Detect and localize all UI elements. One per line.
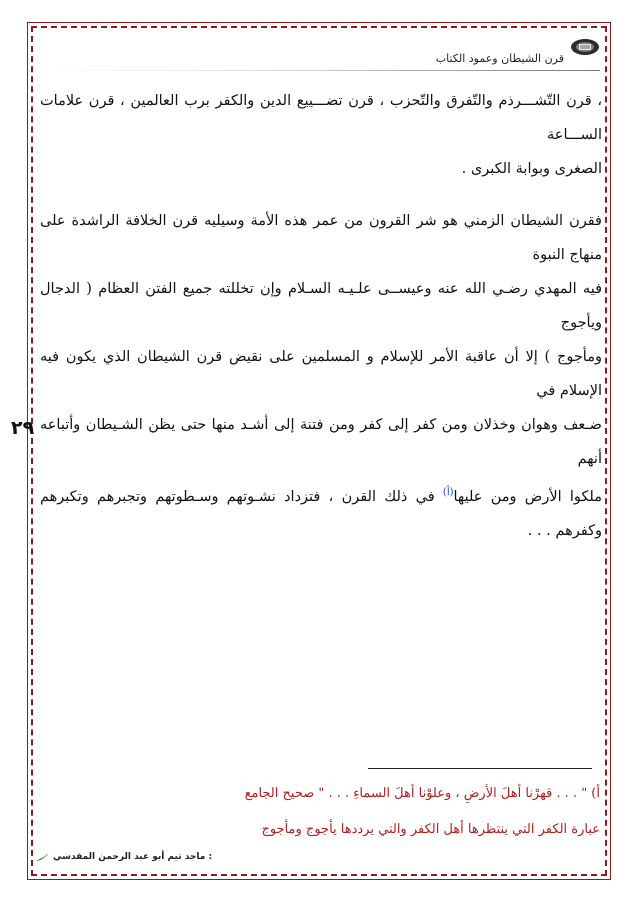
body-line: ضـعف وهوان وخذلان ومن كفر إلى كفر ومن فتنة إلى أشـد منها حتى يظن الشـيطان وأتباعه أنهم xyxy=(40,417,602,467)
body-line: فيه المهدي رضـي الله عنه وعيســى علـيـه السـلام وإن تخللته جميع الفتن العظام ( الدجال ويأجوج xyxy=(40,281,602,331)
header-rule xyxy=(40,70,600,71)
body-text-segment: في ذلك القرن ، فتزداد نشـوتهم وسـطوتهم وتجبرهم وتكبرهم وكفرهم . . . xyxy=(40,488,602,539)
quill-icon xyxy=(36,852,50,862)
book-title: قرن الشيطان وعمود الكتاب xyxy=(435,52,564,65)
footnote-1: أ) " . . . قهرْنا أهلَ الأرضِ ، وعلوْنا أهلَ السماءِ . . . " صحيح الجامع xyxy=(244,786,600,801)
footnote-reference[interactable]: (أ) xyxy=(442,487,454,498)
body-line: ، قرن التّشـــرذم والتّفرق والتّحزب ، قرن تضـــييع الدين والكفر برب العالمين ، قرن علامات الســـاعة xyxy=(40,93,602,143)
footnote-separator xyxy=(368,768,592,769)
author-name: : ماجد تيم أبو عبد الرحمن المقدسي xyxy=(53,852,213,862)
footnote-2: عبارة الكفر التي ينتظرها أهل الكفر والتي يرددها يأجوج ومأجوج xyxy=(261,822,600,837)
body-text-segment: ملكوا الأرض ومن عليها xyxy=(453,488,602,505)
page-body xyxy=(40,84,602,548)
page-number: ٢٩ xyxy=(11,417,35,439)
book-logo-icon xyxy=(570,38,600,56)
body-line-last xyxy=(40,476,602,548)
body-line: ومأجوج ) إلا أن عاقبة الأمر للإسلام و المسلمين على نقيض قرن الشيطان الذي يكون فيه الإسلام في xyxy=(40,349,602,399)
body-line: فقرن الشيطان الزمني هو شر القرون من عمر هذه الأمة وسيليه قرن الخلافة الراشدة على منهاج النبوة xyxy=(40,213,602,263)
page-header xyxy=(40,34,600,74)
body-line: الصغرى وبوابة الكبرى . xyxy=(461,161,602,177)
author-credit xyxy=(36,852,212,862)
